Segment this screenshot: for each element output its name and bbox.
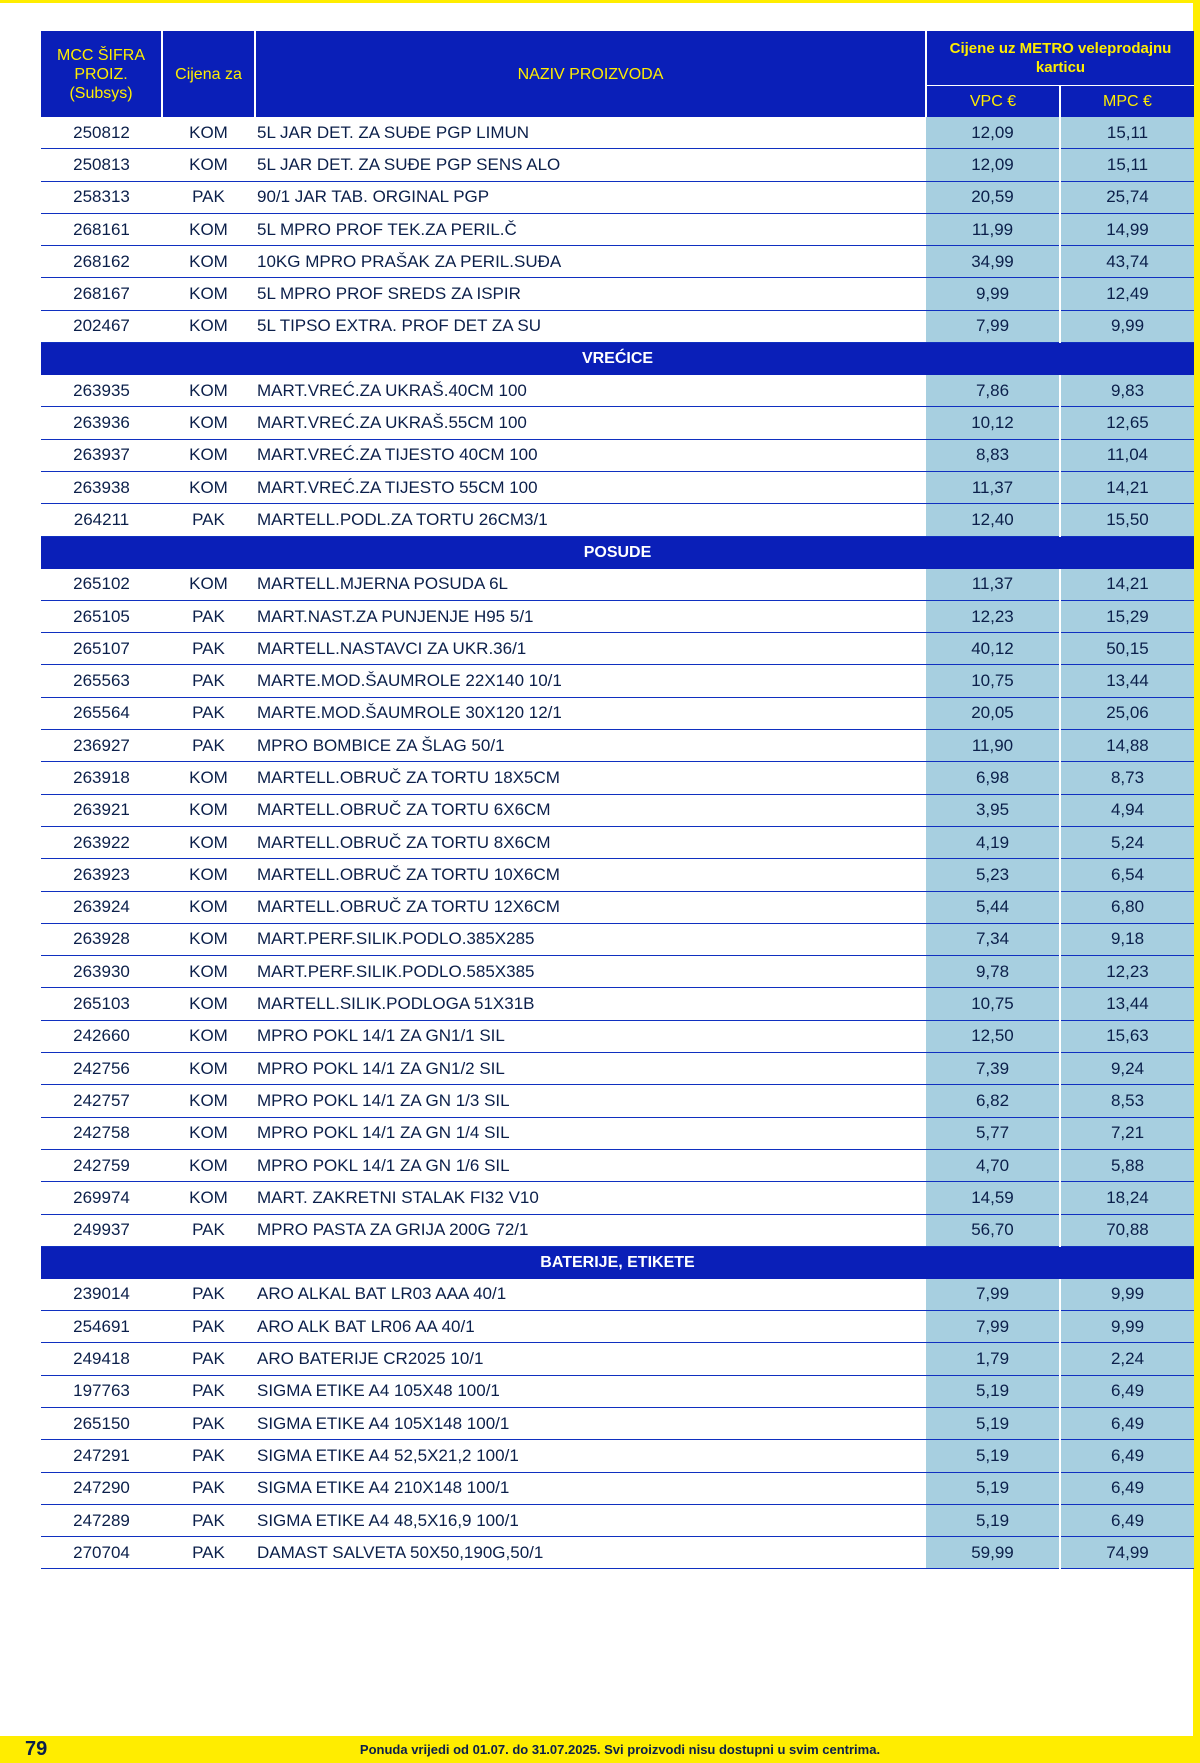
price-mpc: 9,24 [1060,1053,1194,1085]
table-row [41,1311,1194,1343]
product-name: MART. ZAKRETNI STALAK FI32 V10 [255,1182,926,1214]
table-row [41,1117,1194,1149]
product-name: MARTELL.PODL.ZA TORTU 26CM3/1 [255,504,926,536]
top-yellow-edge [0,0,1200,3]
product-unit: KOM [162,407,255,439]
header-unit: Cijena za [162,31,255,117]
product-code: 249937 [41,1214,162,1246]
price-mpc: 6,80 [1060,891,1194,923]
table-row [41,181,1194,213]
price-mpc: 13,44 [1060,988,1194,1020]
product-code: 263924 [41,891,162,923]
product-name: ARO BATERIJE CR2025 10/1 [255,1343,926,1375]
price-mpc: 15,63 [1060,1020,1194,1052]
price-vpc: 12,40 [926,504,1060,536]
product-unit: PAK [162,1440,255,1472]
header-price-group: Cijene uz METRO veleprodajnu karticu [926,31,1194,85]
header-mpc: MPC € [1060,85,1194,117]
table-row [41,1020,1194,1052]
product-unit: KOM [162,1149,255,1181]
page-number: 79 [25,1738,48,1760]
price-mpc: 8,73 [1060,762,1194,794]
price-vpc: 12,09 [926,117,1060,149]
product-code: 263930 [41,956,162,988]
price-vpc: 7,39 [926,1053,1060,1085]
price-vpc: 1,79 [926,1343,1060,1375]
product-code: 242756 [41,1053,162,1085]
price-vpc: 7,34 [926,923,1060,955]
product-unit: KOM [162,859,255,891]
table-row [41,1214,1194,1246]
table-row [41,1407,1194,1439]
table-row [41,439,1194,471]
product-name: MPRO POKL 14/1 ZA GN1/2 SIL [255,1053,926,1085]
price-mpc: 25,74 [1060,181,1194,213]
product-unit: PAK [162,1343,255,1375]
product-code: 202467 [41,310,162,342]
product-code: 263938 [41,471,162,503]
product-unit: PAK [162,1214,255,1246]
price-mpc: 8,53 [1060,1085,1194,1117]
product-code: 265564 [41,697,162,729]
table-header [41,31,1194,117]
price-mpc: 4,94 [1060,794,1194,826]
price-vpc: 14,59 [926,1182,1060,1214]
price-mpc: 15,50 [1060,504,1194,536]
table-row [41,569,1194,601]
table-row [41,278,1194,310]
price-mpc: 7,21 [1060,1117,1194,1149]
product-unit: KOM [162,310,255,342]
product-name: MARTELL.OBRUČ ZA TORTU 12X6CM [255,891,926,923]
product-unit: KOM [162,278,255,310]
footer-note: Ponuda vrijedi od 01.07. do 31.07.2025. Svi proizvodi nisu dostupni u svim centrima. [359,1742,881,1757]
price-vpc: 7,99 [926,310,1060,342]
product-code: 269974 [41,1182,162,1214]
product-name: MART.NAST.ZA PUNJENJE H95 5/1 [255,600,926,632]
product-name: MPRO POKL 14/1 ZA GN 1/3 SIL [255,1085,926,1117]
table-row [41,1537,1194,1569]
product-code: 197763 [41,1375,162,1407]
table-row [41,1375,1194,1407]
price-mpc: 5,24 [1060,826,1194,858]
price-vpc: 10,75 [926,665,1060,697]
product-name: MART.VREĆ.ZA UKRAŠ.55CM 100 [255,407,926,439]
product-code: 263928 [41,923,162,955]
price-vpc: 11,99 [926,213,1060,245]
price-mpc: 18,24 [1060,1182,1194,1214]
product-unit: KOM [162,891,255,923]
product-code: 263921 [41,794,162,826]
product-unit: PAK [162,1407,255,1439]
section-row [41,536,1194,569]
product-code: 250812 [41,117,162,149]
price-vpc: 5,77 [926,1117,1060,1149]
product-code: 242759 [41,1149,162,1181]
product-unit: KOM [162,569,255,601]
product-code: 265563 [41,665,162,697]
product-name: MART.VREĆ.ZA TIJESTO 55CM 100 [255,471,926,503]
price-mpc: 14,88 [1060,730,1194,762]
table-row [41,1440,1194,1472]
price-list [41,31,1194,1569]
table-row [41,923,1194,955]
product-name: SIGMA ETIKE A4 210X148 100/1 [255,1472,926,1504]
product-code: 263923 [41,859,162,891]
product-code: 265107 [41,633,162,665]
product-unit: KOM [162,1182,255,1214]
price-mpc: 6,49 [1060,1407,1194,1439]
product-name: MPRO POKL 14/1 ZA GN 1/4 SIL [255,1117,926,1149]
table-row [41,633,1194,665]
section-row [41,343,1194,376]
product-unit: PAK [162,600,255,632]
product-name: MART.VREĆ.ZA UKRAŠ.40CM 100 [255,375,926,407]
table-row [41,794,1194,826]
price-mpc: 9,18 [1060,923,1194,955]
table-row [41,600,1194,632]
product-name: 5L MPRO PROF SREDS ZA ISPIR [255,278,926,310]
product-name: MPRO POKL 14/1 ZA GN 1/6 SIL [255,1149,926,1181]
table-row [41,826,1194,858]
section-row [41,1246,1194,1279]
product-name: MARTELL.OBRUČ ZA TORTU 8X6CM [255,826,926,858]
table-row [41,117,1194,149]
price-vpc: 6,82 [926,1085,1060,1117]
product-code: 268162 [41,246,162,278]
product-unit: PAK [162,730,255,762]
product-unit: KOM [162,213,255,245]
price-mpc: 74,99 [1060,1537,1194,1569]
product-code: 239014 [41,1279,162,1311]
price-vpc: 10,75 [926,988,1060,1020]
product-code: 242757 [41,1085,162,1117]
price-vpc: 4,70 [926,1149,1060,1181]
table-row [41,1343,1194,1375]
product-code: 263918 [41,762,162,794]
product-name: SIGMA ETIKE A4 105X148 100/1 [255,1407,926,1439]
product-code: 242758 [41,1117,162,1149]
price-mpc: 9,83 [1060,375,1194,407]
product-unit: KOM [162,375,255,407]
product-name: MARTELL.OBRUČ ZA TORTU 10X6CM [255,859,926,891]
product-unit: KOM [162,246,255,278]
product-unit: KOM [162,1020,255,1052]
header-vpc: VPC € [926,85,1060,117]
product-code: 270704 [41,1537,162,1569]
price-vpc: 11,37 [926,569,1060,601]
table-row [41,730,1194,762]
product-unit: PAK [162,1279,255,1311]
price-mpc: 25,06 [1060,697,1194,729]
table-row [41,1504,1194,1536]
product-name: MART.PERF.SILIK.PODLO.385X285 [255,923,926,955]
price-mpc: 15,11 [1060,149,1194,181]
price-mpc: 11,04 [1060,439,1194,471]
product-name: MART.PERF.SILIK.PODLO.585X385 [255,956,926,988]
section-title: VREĆICE [41,343,1194,376]
price-vpc: 5,19 [926,1407,1060,1439]
product-unit: PAK [162,1504,255,1536]
product-unit: KOM [162,471,255,503]
price-vpc: 34,99 [926,246,1060,278]
price-mpc: 9,99 [1060,310,1194,342]
product-unit: KOM [162,956,255,988]
price-vpc: 6,98 [926,762,1060,794]
product-name: MARTELL.OBRUČ ZA TORTU 6X6CM [255,794,926,826]
price-vpc: 12,09 [926,149,1060,181]
price-vpc: 5,19 [926,1375,1060,1407]
product-code: 263935 [41,375,162,407]
product-unit: PAK [162,1311,255,1343]
table-row [41,246,1194,278]
product-code: 247291 [41,1440,162,1472]
price-vpc: 9,78 [926,956,1060,988]
product-name: ARO ALK BAT LR06 AA 40/1 [255,1311,926,1343]
price-table [41,31,1194,1569]
table-row [41,471,1194,503]
product-code: 258313 [41,181,162,213]
price-mpc: 12,65 [1060,407,1194,439]
price-mpc: 6,49 [1060,1375,1194,1407]
product-name: ARO ALKAL BAT LR03 AAA 40/1 [255,1279,926,1311]
product-unit: KOM [162,1085,255,1117]
table-row [41,988,1194,1020]
price-vpc: 3,95 [926,794,1060,826]
price-vpc: 5,19 [926,1440,1060,1472]
product-code: 263936 [41,407,162,439]
product-unit: KOM [162,762,255,794]
price-vpc: 11,90 [926,730,1060,762]
product-unit: KOM [162,439,255,471]
price-mpc: 6,54 [1060,859,1194,891]
price-vpc: 11,37 [926,471,1060,503]
price-mpc: 2,24 [1060,1343,1194,1375]
price-vpc: 5,23 [926,859,1060,891]
product-unit: KOM [162,1053,255,1085]
product-name: MPRO POKL 14/1 ZA GN1/1 SIL [255,1020,926,1052]
product-unit: KOM [162,923,255,955]
product-unit: PAK [162,665,255,697]
price-vpc: 10,12 [926,407,1060,439]
price-vpc: 20,05 [926,697,1060,729]
product-name: DAMAST SALVETA 50X50,190G,50/1 [255,1537,926,1569]
table-row [41,956,1194,988]
price-mpc: 9,99 [1060,1311,1194,1343]
price-vpc: 5,19 [926,1472,1060,1504]
product-unit: PAK [162,504,255,536]
price-mpc: 43,74 [1060,246,1194,278]
product-unit: KOM [162,1117,255,1149]
table-row [41,310,1194,342]
table-row [41,891,1194,923]
product-code: 265103 [41,988,162,1020]
product-code: 236927 [41,730,162,762]
table-row [41,1279,1194,1311]
product-name: 5L MPRO PROF TEK.ZA PERIL.Č [255,213,926,245]
header-code: MCC ŠIFRA PROIZ. (Subsys) [41,31,162,117]
price-vpc: 59,99 [926,1537,1060,1569]
product-code: 268167 [41,278,162,310]
table-row [41,762,1194,794]
table-row [41,375,1194,407]
product-unit: KOM [162,117,255,149]
table-row [41,665,1194,697]
price-vpc: 4,19 [926,826,1060,858]
product-unit: PAK [162,1472,255,1504]
product-unit: KOM [162,826,255,858]
product-name: MARTELL.OBRUČ ZA TORTU 18X5CM [255,762,926,794]
price-mpc: 15,29 [1060,600,1194,632]
price-vpc: 12,50 [926,1020,1060,1052]
table-row [41,1472,1194,1504]
price-mpc: 15,11 [1060,117,1194,149]
table-row [41,407,1194,439]
price-mpc: 14,21 [1060,569,1194,601]
product-code: 249418 [41,1343,162,1375]
price-vpc: 7,99 [926,1279,1060,1311]
product-name: MPRO PASTA ZA GRIJA 200G 72/1 [255,1214,926,1246]
product-code: 268161 [41,213,162,245]
price-vpc: 12,23 [926,600,1060,632]
table-row [41,213,1194,245]
price-vpc: 9,99 [926,278,1060,310]
table-row [41,1182,1194,1214]
table-row [41,697,1194,729]
price-mpc: 6,49 [1060,1472,1194,1504]
price-mpc: 13,44 [1060,665,1194,697]
price-mpc: 12,23 [1060,956,1194,988]
product-unit: PAK [162,697,255,729]
product-name: MARTELL.SILIK.PODLOGA 51X31B [255,988,926,1020]
product-name: SIGMA ETIKE A4 105X48 100/1 [255,1375,926,1407]
product-code: 263922 [41,826,162,858]
price-mpc: 5,88 [1060,1149,1194,1181]
product-unit: PAK [162,633,255,665]
product-name: MARTELL.MJERNA POSUDA 6L [255,569,926,601]
price-mpc: 14,99 [1060,213,1194,245]
product-unit: KOM [162,794,255,826]
product-code: 242660 [41,1020,162,1052]
product-name: MPRO BOMBICE ZA ŠLAG 50/1 [255,730,926,762]
price-vpc: 7,86 [926,375,1060,407]
table-row [41,1149,1194,1181]
header-name: NAZIV PROIZVODA [255,31,926,117]
product-name: 90/1 JAR TAB. ORGINAL PGP [255,181,926,213]
product-code: 247290 [41,1472,162,1504]
price-vpc: 5,19 [926,1504,1060,1536]
product-name: MARTELL.NASTAVCI ZA UKR.36/1 [255,633,926,665]
price-mpc: 50,15 [1060,633,1194,665]
price-vpc: 40,12 [926,633,1060,665]
price-vpc: 5,44 [926,891,1060,923]
product-name: 5L JAR DET. ZA SUĐE PGP SENS ALO [255,149,926,181]
product-unit: PAK [162,181,255,213]
product-unit: KOM [162,988,255,1020]
table-row [41,504,1194,536]
price-mpc: 14,21 [1060,471,1194,503]
price-vpc: 7,99 [926,1311,1060,1343]
product-code: 264211 [41,504,162,536]
product-code: 265102 [41,569,162,601]
table-body [41,117,1194,1569]
product-code: 250813 [41,149,162,181]
price-mpc: 70,88 [1060,1214,1194,1246]
product-code: 263937 [41,439,162,471]
table-row [41,149,1194,181]
table-row [41,1085,1194,1117]
product-name: 5L TIPSO EXTRA. PROF DET ZA SU [255,310,926,342]
product-unit: PAK [162,1375,255,1407]
product-name: MARTE.MOD.ŠAUMROLE 22X140 10/1 [255,665,926,697]
product-unit: PAK [162,1537,255,1569]
product-code: 254691 [41,1311,162,1343]
product-name: MART.VREĆ.ZA TIJESTO 40CM 100 [255,439,926,471]
product-unit: KOM [162,149,255,181]
product-name: 10KG MPRO PRAŠAK ZA PERIL.SUĐA [255,246,926,278]
price-mpc: 6,49 [1060,1504,1194,1536]
table-row [41,859,1194,891]
section-title: POSUDE [41,536,1194,569]
table-row [41,1053,1194,1085]
product-name: SIGMA ETIKE A4 48,5X16,9 100/1 [255,1504,926,1536]
price-mpc: 9,99 [1060,1279,1194,1311]
product-code: 265105 [41,600,162,632]
right-yellow-edge [1193,0,1200,1763]
product-name: SIGMA ETIKE A4 52,5X21,2 100/1 [255,1440,926,1472]
product-code: 265150 [41,1407,162,1439]
price-vpc: 8,83 [926,439,1060,471]
product-name: 5L JAR DET. ZA SUĐE PGP LIMUN [255,117,926,149]
price-mpc: 12,49 [1060,278,1194,310]
price-vpc: 56,70 [926,1214,1060,1246]
product-code: 247289 [41,1504,162,1536]
price-vpc: 20,59 [926,181,1060,213]
price-mpc: 6,49 [1060,1440,1194,1472]
product-name: MARTE.MOD.ŠAUMROLE 30X120 12/1 [255,697,926,729]
section-title: BATERIJE, ETIKETE [41,1246,1194,1279]
